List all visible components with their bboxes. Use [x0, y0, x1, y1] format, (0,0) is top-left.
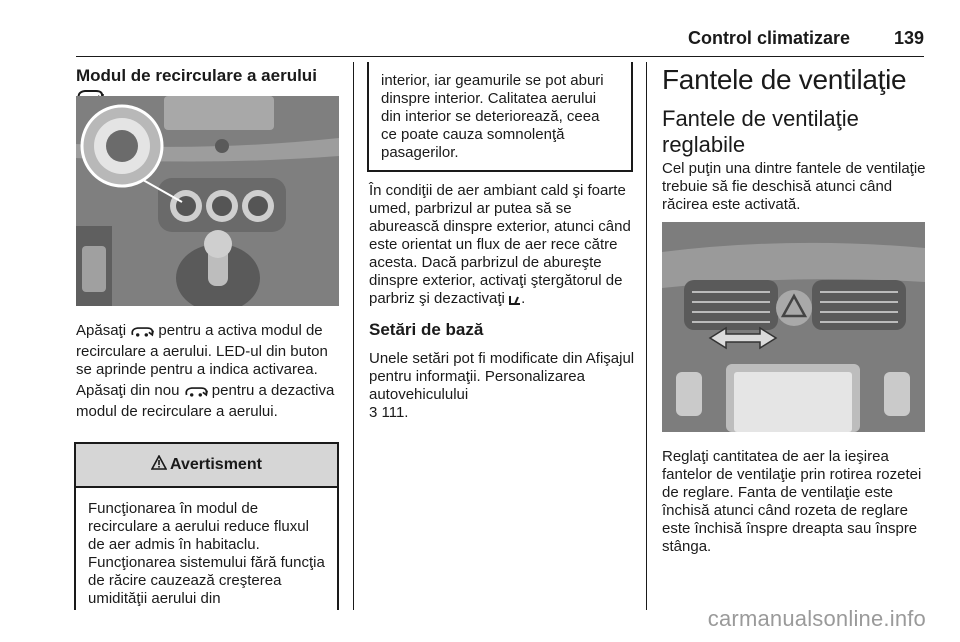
section-title: Control climatizare: [687, 28, 850, 48]
warning-triangle-icon: [151, 455, 167, 475]
paragraph-activate-text-b: pentru a activa modul de recirculare a aerului. LED-ul din buton se aprinde pentru a indica activarea.: [76, 322, 328, 378]
page-reference-link[interactable]: 3 111.: [369, 404, 409, 421]
paragraph-activate-text-a: Apăsaţi: [76, 322, 127, 339]
recirculation-icon: [184, 385, 208, 403]
warning-text: Funcţionarea în modul de recirculare a aerului reduce fluxul de aer admis în habitaclu. Funcţionarea sistemului fără funcţia de răcire cauzează creşterea umidităţii aerului din: [88, 500, 325, 607]
watermark: carmanualsonline.info: [707, 606, 926, 631]
header-divider: [76, 56, 924, 57]
photo-air-vents: [662, 222, 925, 432]
paragraph-windshield: [369, 182, 635, 311]
paragraph-vent-open: [662, 160, 927, 214]
heading-basic-settings-block: [369, 320, 635, 340]
paragraph-activate: [76, 322, 341, 379]
warning-box: [74, 442, 339, 610]
rear-wiper-icon: [509, 293, 521, 311]
heading-vents-block: [662, 64, 932, 96]
photo-dashboard-controls: [76, 96, 339, 306]
column-divider-1: [353, 62, 354, 610]
warning-body: [76, 488, 337, 608]
paragraph-deactivate: [76, 382, 341, 421]
heading-adjustable-vents: Fantele de ventilaţie reglabile: [662, 106, 859, 157]
paragraph-vent-adjust-text: Reglaţi cantitatea de aer la ieşirea fantelor de ventilaţie prin rotirea rozetei de reglare. Fanta de ventilaţie este închisă atunci când rozeta de reglare este închisă înspre dreapta sau înspre stânga.: [662, 448, 922, 555]
recirculation-icon: [130, 325, 154, 343]
page-number: 139: [893, 28, 924, 48]
heading-recirculation: Modul de recirculare a aerului: [76, 66, 317, 85]
paragraph-settings: [369, 350, 635, 422]
paragraph-windshield-end: .: [521, 290, 526, 307]
paragraph-windshield-text: În condiţii de aer ambiant cald şi foarte umed, parbrizul ar putea să se aburească dinspre exterior, atunci când este orientat un flux de aer rece către acesta. Dacă parbrizul de abureşte dinspre exterior, activaţi ştergătorul de parbriz şi dezactivaţi: [369, 182, 631, 307]
column-divider-2: [646, 62, 647, 610]
warning-box-continued: [367, 62, 633, 172]
warning-header: [76, 444, 337, 488]
paragraph-deactivate-text-a: Apăsaţi din nou: [76, 382, 180, 399]
heading-basic-settings: Setări de bază: [369, 320, 484, 339]
paragraph-vent-open-text: Cel puţin una dintre fantele de ventilaţie trebuie să fie deschisă atunci când răcirea este activată.: [662, 160, 926, 213]
paragraph-deactivate-text-b: pentru a dezactiva modul de recirculare a aerului.: [76, 382, 335, 420]
heading-adjustable-vents-block: [662, 106, 892, 158]
paragraph-settings-text: Unele setări pot fi modificate din Afişajul pentru informaţii. Personalizarea autovehiculului: [369, 350, 635, 403]
heading-vents-main: Fantele de ventilaţie: [662, 64, 907, 95]
warning-title: Avertisment: [170, 456, 262, 473]
paragraph-vent-adjust: [662, 448, 930, 556]
warning-text-continued: interior, iar geamurile se pot aburi dinspre interior. Calitatea aerului din interior se deteriorează, ceea ce poate cauza somnolenţă pasagerilor.: [381, 72, 604, 161]
